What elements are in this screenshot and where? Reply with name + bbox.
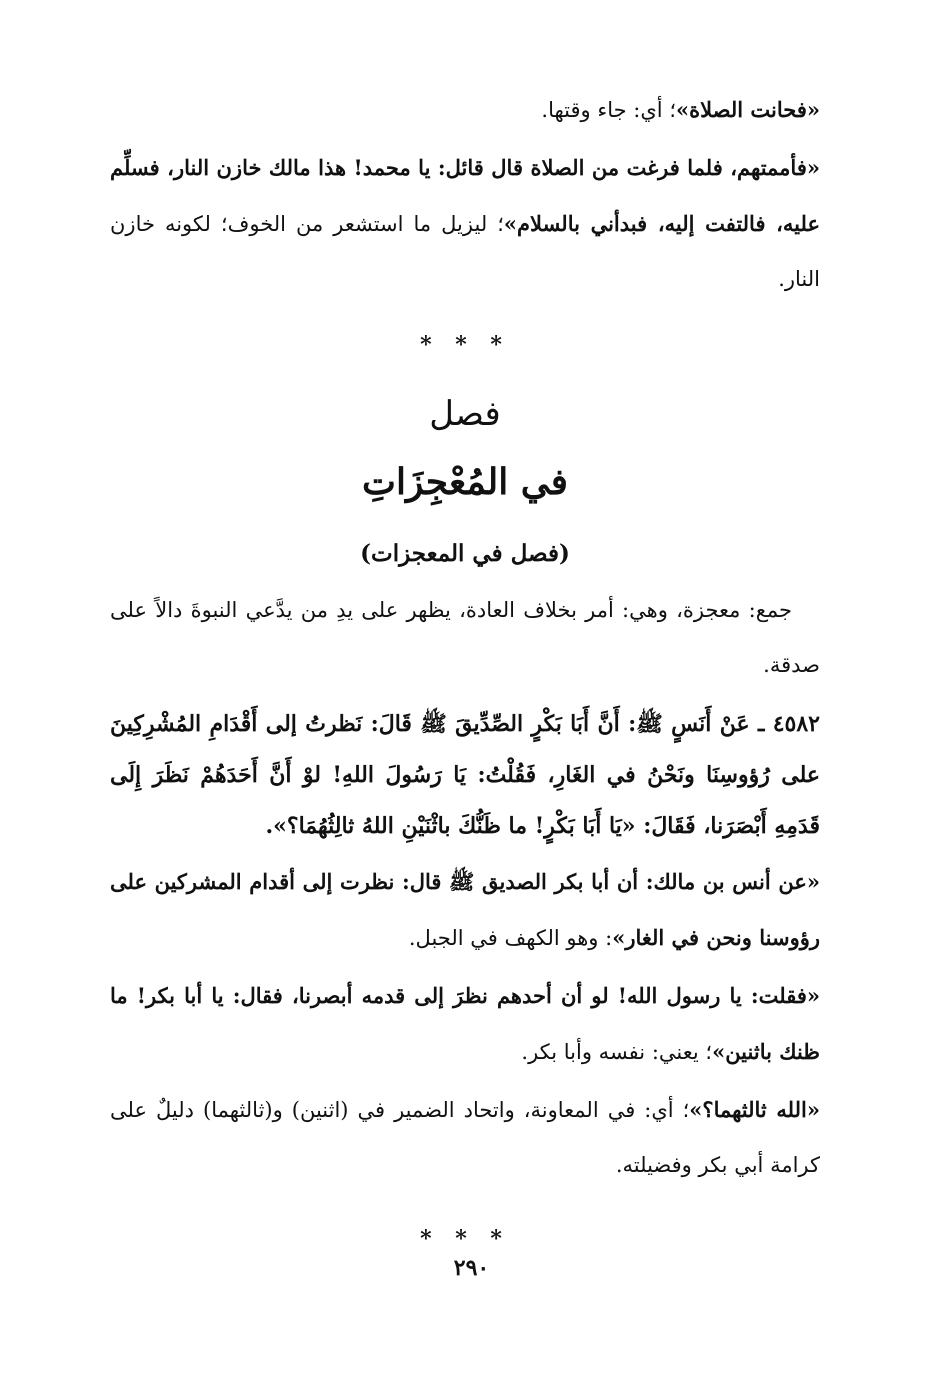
section-separator: * * *	[420, 1226, 510, 1252]
paragraph-prayer-time	[110, 82, 820, 138]
quoted-hadith-text: «عن أنس بن مالك: أن أبا بكر الصديق ﷺ قال: نظرت إلى أقدام المشركين على رؤوسنا ونحن في الغار»	[110, 869, 820, 950]
commentary-paragraph	[110, 1082, 820, 1193]
section-separator: * * *	[420, 332, 510, 358]
explanation-text: ؛ أي: جاء وقتها.	[541, 98, 676, 122]
section-heading: فصل	[429, 394, 501, 434]
explanation-text: ؛ ليزيل ما استشعر من الخوف؛ لكونه خازن النار.	[110, 212, 820, 291]
page-body	[110, 82, 820, 1259]
explanation-text: ؛ أي: في المعاونة، واتحاد الضمير في (اثنين) و(ثالثهما) دليلٌ على كرامة أبي بكر وفضيلته.	[110, 1098, 820, 1177]
section-intro: جمع: معجزة، وهي: أمر بخلاف العادة، يظهر على يدِ من يدَّعي النبوةَ دالاً على صدقة.	[110, 598, 820, 677]
explanation-text: ؛ يعني: نفسه وأبا بكر.	[521, 1040, 713, 1064]
hadith-text: ٤٥٨٢ ـ عَنْ أَنَسٍ ﷺ: أَنَّ أَبَا بَكْرٍ الصِّدِّيقَ ﷺ قَالَ: نَظرتُ إلى أَقْدَامِ المُشْرِكِينَ على رُؤوسِنَا ونَحْنُ في الغَارِ، فَقُلْتُ: يَا رَسُولَ اللهِ! لوْ أَنَّ أَحَدَهُمْ نَظَرَ إِلَى قَدَمِهِ أَبْصَرَنا، فَقَالَ: «يَا أَبَا بَكْرٍ! ما ظَنُّكَ باثْنَيْنِ اللهُ ثالِثُهُمَا؟».	[110, 711, 820, 839]
quoted-hadith-text: «فأممتهم، فلما فرغت من الصلاة قال قائل: يا محمد! هذا مالك خازن النار، فسلِّم عليه، فالتفت إليه، فبدأني بالسلام»	[110, 155, 820, 236]
commentary-paragraph	[110, 854, 820, 966]
section-subtitle: (فصل في المعجزات)	[360, 540, 570, 567]
quoted-hadith-text: «الله ثالثهما؟»	[689, 1097, 820, 1122]
quoted-hadith-text: «فحانت الصلاة»	[676, 97, 820, 122]
paragraph-malik	[110, 140, 820, 307]
page-number: ٢٩٠	[453, 1255, 490, 1281]
explanation-text: : وهو الكهف في الجبل.	[408, 926, 613, 950]
commentary-paragraph	[110, 968, 820, 1080]
quoted-hadith-text: «فقلت: يا رسول الله! لو أن أحدهم نظرَ إلى قدمه أبصرنا، فقال: يا أبا بكر! ما ظنك باثنين»	[110, 983, 820, 1064]
section-title: في المُعْجِزَاتِ	[362, 461, 568, 503]
